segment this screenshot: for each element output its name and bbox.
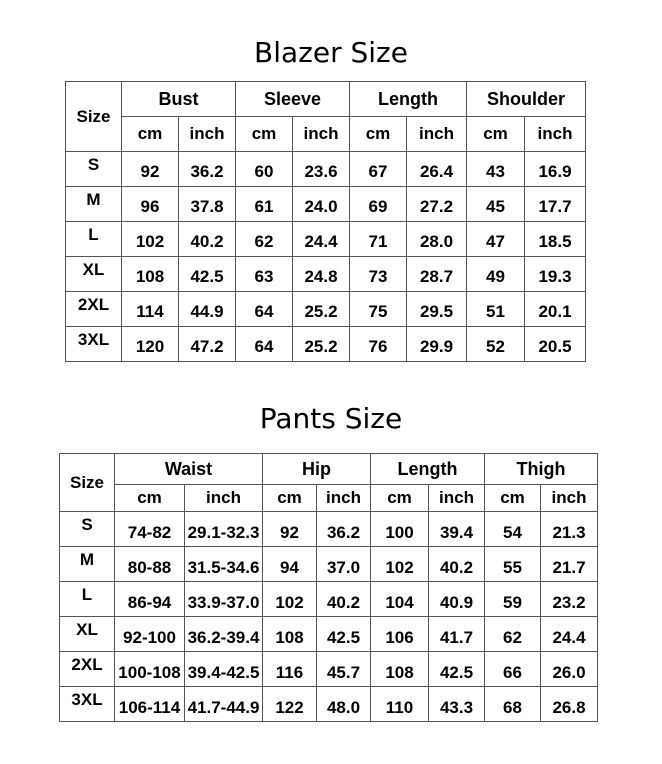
table-cell: 20.5 <box>525 327 586 362</box>
table-cell: 21.7 <box>541 547 598 582</box>
table-cell: 47.2 <box>179 327 236 362</box>
table-cell: 18.5 <box>525 222 586 257</box>
table-cell: 36.2-39.4 <box>185 617 263 652</box>
pants-size-title: Pants Size <box>259 402 403 435</box>
unit-header: inch <box>525 117 586 152</box>
table-cell: 55 <box>485 547 541 582</box>
unit-header: cm <box>236 117 293 152</box>
table-cell: 39.4-42.5 <box>185 652 263 687</box>
table-cell: 37.0 <box>317 547 371 582</box>
table-cell: 64 <box>236 327 293 362</box>
table-cell: 108 <box>371 652 429 687</box>
table-cell: 106 <box>371 617 429 652</box>
table-cell: 17.7 <box>525 187 586 222</box>
size-label: XL <box>60 617 115 652</box>
table-cell: 26.8 <box>541 687 598 722</box>
table-cell: 64 <box>236 292 293 327</box>
table-cell: 40.2 <box>317 582 371 617</box>
size-label: L <box>60 582 115 617</box>
table-cell: 47 <box>467 222 525 257</box>
table-cell: 114 <box>122 292 179 327</box>
table-row <box>60 617 598 652</box>
size-label: M <box>66 187 122 222</box>
table-cell: 19.3 <box>525 257 586 292</box>
blazer-size-table <box>65 81 586 362</box>
unit-header: cm <box>115 485 185 512</box>
unit-header: inch <box>293 117 350 152</box>
size-label: 2XL <box>60 652 115 687</box>
size-label: 3XL <box>66 327 122 362</box>
table-cell: 29.1-32.3 <box>185 512 263 547</box>
pants-size-table <box>59 453 598 722</box>
table-cell: 92 <box>263 512 317 547</box>
table-cell: 43 <box>467 152 525 187</box>
table-cell: 20.1 <box>525 292 586 327</box>
table-cell: 100-108 <box>115 652 185 687</box>
table-cell: 45.7 <box>317 652 371 687</box>
group-header-hip: Hip <box>263 454 371 485</box>
unit-header: inch <box>429 485 485 512</box>
group-header-thigh: Thigh <box>485 454 598 485</box>
table-cell: 76 <box>350 327 407 362</box>
group-header-shoulder: Shoulder <box>467 82 586 117</box>
group-header-length: Length <box>371 454 485 485</box>
unit-header: cm <box>467 117 525 152</box>
unit-header: cm <box>371 485 429 512</box>
table-cell: 68 <box>485 687 541 722</box>
size-label: 3XL <box>60 687 115 722</box>
table-cell: 29.9 <box>407 327 467 362</box>
table-cell: 24.4 <box>293 222 350 257</box>
table-cell: 61 <box>236 187 293 222</box>
table-cell: 23.2 <box>541 582 598 617</box>
table-cell: 48.0 <box>317 687 371 722</box>
table-cell: 45 <box>467 187 525 222</box>
table-cell: 40.2 <box>429 547 485 582</box>
group-header-waist: Waist <box>115 454 263 485</box>
table-cell: 27.2 <box>407 187 467 222</box>
table-cell: 16.9 <box>525 152 586 187</box>
table-cell: 41.7 <box>429 617 485 652</box>
table-cell: 49 <box>467 257 525 292</box>
size-label: 2XL <box>66 292 122 327</box>
table-cell: 62 <box>485 617 541 652</box>
table-cell: 74-82 <box>115 512 185 547</box>
unit-header-row <box>60 485 598 512</box>
unit-header: cm <box>485 485 541 512</box>
table-cell: 102 <box>122 222 179 257</box>
table-cell: 28.7 <box>407 257 467 292</box>
table-cell: 60 <box>236 152 293 187</box>
table-cell: 92-100 <box>115 617 185 652</box>
table-cell: 108 <box>263 617 317 652</box>
table-cell: 67 <box>350 152 407 187</box>
table-cell: 31.5-34.6 <box>185 547 263 582</box>
table-cell: 41.7-44.9 <box>185 687 263 722</box>
table-cell: 92 <box>122 152 179 187</box>
table-cell: 80-88 <box>115 547 185 582</box>
table-cell: 40.2 <box>179 222 236 257</box>
table-cell: 104 <box>371 582 429 617</box>
table-row <box>66 222 586 257</box>
table-row <box>60 512 598 547</box>
unit-header: inch <box>407 117 467 152</box>
table-row <box>66 257 586 292</box>
size-label: S <box>66 152 122 187</box>
table-cell: 37.8 <box>179 187 236 222</box>
table-cell: 71 <box>350 222 407 257</box>
unit-header: inch <box>179 117 236 152</box>
table-cell: 42.5 <box>317 617 371 652</box>
table-cell: 73 <box>350 257 407 292</box>
table-cell: 86-94 <box>115 582 185 617</box>
table-cell: 36.2 <box>317 512 371 547</box>
size-header: Size <box>66 82 122 152</box>
table-row <box>60 547 598 582</box>
table-cell: 69 <box>350 187 407 222</box>
size-header: Size <box>60 454 115 512</box>
group-header-length: Length <box>350 82 467 117</box>
table-cell: 43.3 <box>429 687 485 722</box>
table-cell: 59 <box>485 582 541 617</box>
table-row <box>60 582 598 617</box>
unit-header-row <box>66 117 586 152</box>
table-row <box>66 187 586 222</box>
table-cell: 24.8 <box>293 257 350 292</box>
table-cell: 42.5 <box>179 257 236 292</box>
table-cell: 96 <box>122 187 179 222</box>
blazer-size-title: Blazer Size <box>254 36 408 69</box>
table-cell: 24.4 <box>541 617 598 652</box>
table-cell: 29.5 <box>407 292 467 327</box>
table-cell: 52 <box>467 327 525 362</box>
table-cell: 21.3 <box>541 512 598 547</box>
unit-header: inch <box>541 485 598 512</box>
size-label: M <box>60 547 115 582</box>
table-cell: 108 <box>122 257 179 292</box>
table-cell: 100 <box>371 512 429 547</box>
table-cell: 54 <box>485 512 541 547</box>
table-cell: 102 <box>371 547 429 582</box>
unit-header: cm <box>122 117 179 152</box>
table-cell: 44.9 <box>179 292 236 327</box>
size-label: XL <box>66 257 122 292</box>
table-cell: 110 <box>371 687 429 722</box>
group-header-bust: Bust <box>122 82 236 117</box>
unit-header: cm <box>350 117 407 152</box>
table-cell: 36.2 <box>179 152 236 187</box>
table-cell: 25.2 <box>293 327 350 362</box>
table-cell: 122 <box>263 687 317 722</box>
table-cell: 39.4 <box>429 512 485 547</box>
table-cell: 40.9 <box>429 582 485 617</box>
table-cell: 94 <box>263 547 317 582</box>
table-cell: 26.4 <box>407 152 467 187</box>
table-cell: 23.6 <box>293 152 350 187</box>
table-cell: 62 <box>236 222 293 257</box>
table-row <box>66 327 586 362</box>
unit-header: cm <box>263 485 317 512</box>
group-header-sleeve: Sleeve <box>236 82 350 117</box>
unit-header: inch <box>185 485 263 512</box>
table-cell: 51 <box>467 292 525 327</box>
table-cell: 75 <box>350 292 407 327</box>
table-row <box>66 292 586 327</box>
table-cell: 116 <box>263 652 317 687</box>
table-cell: 66 <box>485 652 541 687</box>
table-cell: 28.0 <box>407 222 467 257</box>
table-cell: 26.0 <box>541 652 598 687</box>
table-row <box>60 687 598 722</box>
table-row <box>66 152 586 187</box>
table-cell: 102 <box>263 582 317 617</box>
table-row <box>60 652 598 687</box>
unit-header: inch <box>317 485 371 512</box>
table-cell: 120 <box>122 327 179 362</box>
table-cell: 42.5 <box>429 652 485 687</box>
table-cell: 63 <box>236 257 293 292</box>
table-cell: 25.2 <box>293 292 350 327</box>
table-cell: 24.0 <box>293 187 350 222</box>
table-cell: 33.9-37.0 <box>185 582 263 617</box>
table-cell: 106-114 <box>115 687 185 722</box>
size-label: L <box>66 222 122 257</box>
size-label: S <box>60 512 115 547</box>
